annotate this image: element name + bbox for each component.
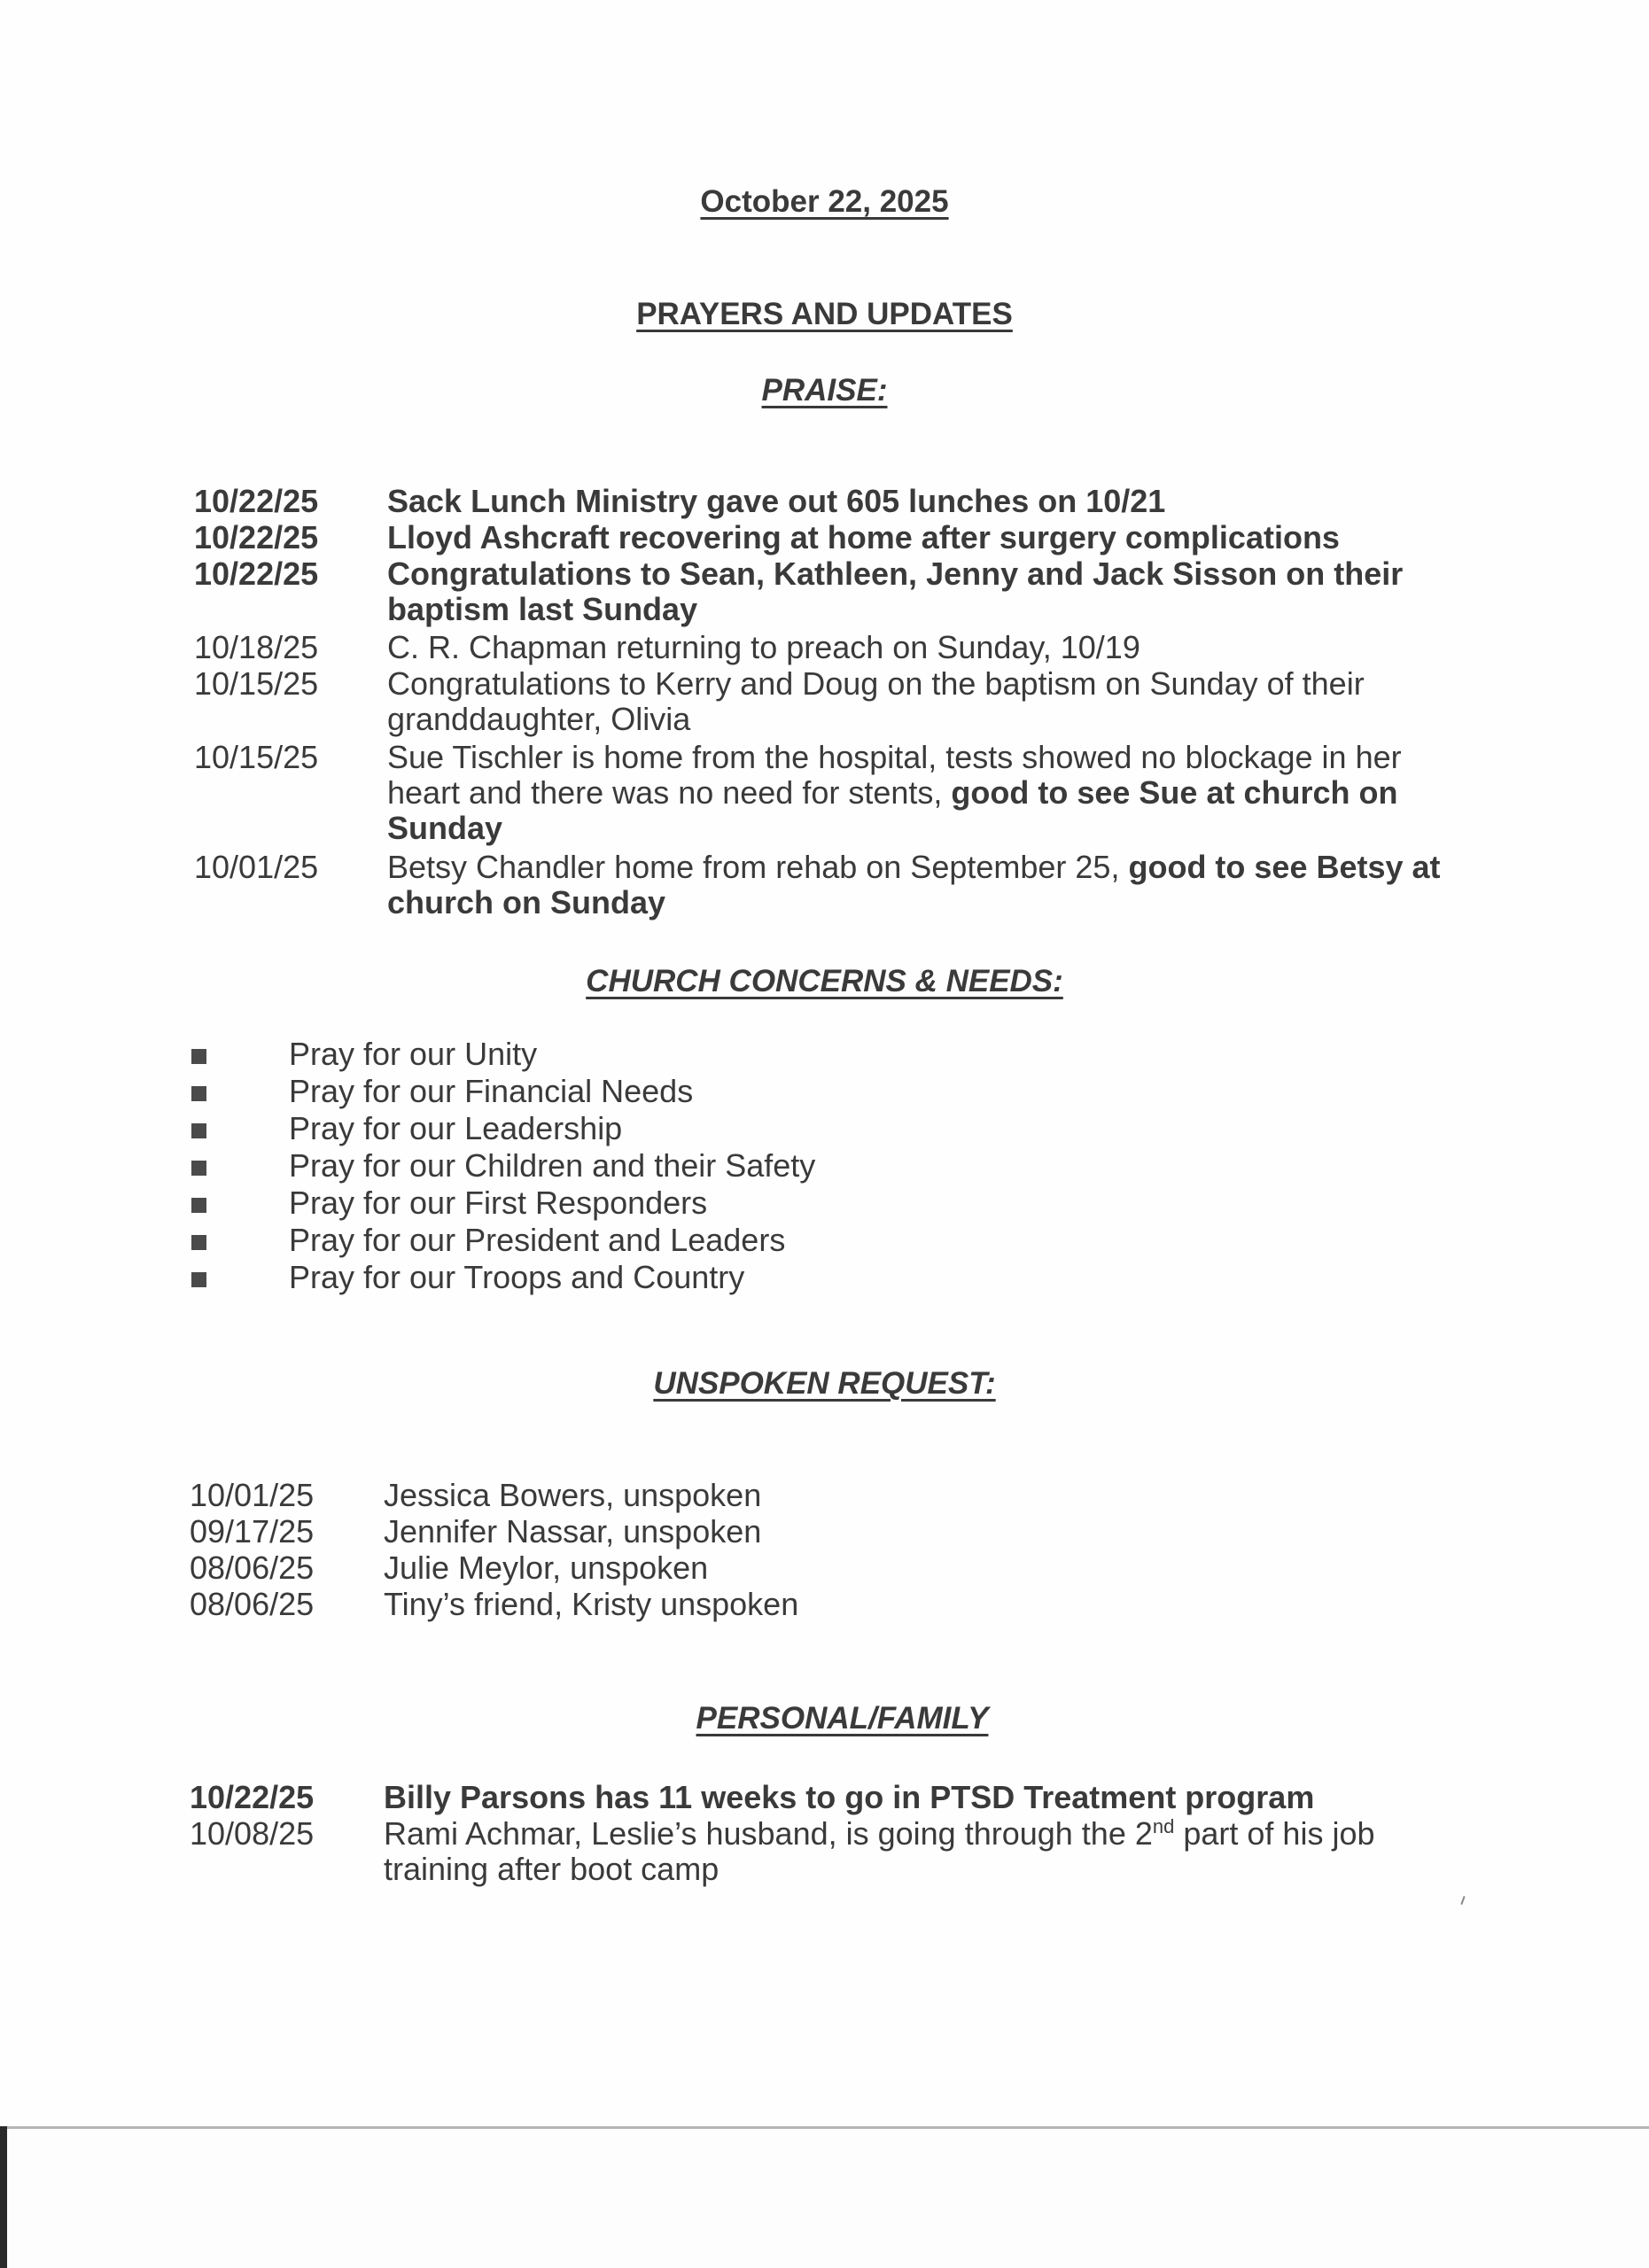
entry-text-bold: good to see Betsy at church on Sunday: [387, 849, 1441, 920]
entry-text: [387, 740, 1451, 846]
entry-date: 10/15/25: [194, 665, 319, 702]
entry-text-plain: Sue Tischler is home from the hospital, tests showed no blockage in her heart and there was no need for stents,: [387, 739, 1402, 811]
entry-date: 10/22/25: [190, 1779, 315, 1815]
entry-text: Billy Parsons has 11 weeks to go in PTSD Treatment program: [384, 1779, 1315, 1815]
entry-date: 10/22/25: [194, 555, 319, 592]
document-title: PRAYERS AND UPDATES: [636, 297, 1013, 331]
entry-text-after: part of his job training after boot camp: [384, 1815, 1375, 1887]
entry-date: 10/01/25: [194, 849, 319, 885]
document-date: October 22, 2025: [700, 184, 949, 219]
concern-label: Pray for our Leadership: [289, 1110, 623, 1146]
concern-label: Pray for our Financial Needs: [289, 1073, 694, 1109]
concern-label: Pray for our Unity: [289, 1036, 538, 1072]
church-concerns-heading: CHURCH CONCERNS & NEEDS:: [586, 964, 1063, 998]
square-bullet-icon: [191, 1086, 206, 1101]
entry-text: Tiny’s friend, Kristy unspoken: [384, 1586, 799, 1622]
entry-text: Julie Meylor, unspoken: [384, 1550, 709, 1586]
entry-date: 10/01/25: [190, 1477, 315, 1513]
scan-speck: [1460, 1896, 1465, 1905]
ordinal-suffix: nd: [1152, 1815, 1175, 1837]
entry-text: Sack Lunch Ministry gave out 605 lunches on 10/21: [387, 483, 1166, 519]
entry-text: Congratulations to Kerry and Doug on the baptism on Sunday of their granddaughter, Olivia: [387, 665, 1365, 737]
page-edge-line: [0, 2126, 1649, 2129]
concern-label: Pray for our President and Leaders: [289, 1222, 786, 1258]
entry-date: 10/15/25: [194, 739, 319, 775]
square-bullet-icon: [191, 1198, 206, 1213]
entry-date: 08/06/25: [190, 1586, 315, 1622]
scan-background: [0, 2129, 1649, 2268]
personal-family-heading: PERSONAL/FAMILY: [696, 1701, 989, 1736]
square-bullet-icon: [191, 1049, 206, 1064]
entry-date: 08/06/25: [190, 1550, 315, 1586]
entry-text: Jessica Bowers, unspoken: [384, 1477, 762, 1513]
entry-text: Congratulations to Sean, Kathleen, Jenny and Jack Sisson on their baptism last Sunday: [387, 555, 1404, 627]
entry-date: 10/22/25: [194, 483, 319, 519]
entry-text: [384, 1816, 1429, 1887]
entry-date: 10/18/25: [194, 629, 319, 665]
square-bullet-icon: [191, 1123, 206, 1138]
entry-date: 10/08/25: [190, 1815, 315, 1852]
concern-label: Pray for our Troops and Country: [289, 1259, 745, 1295]
praise-heading: PRAISE:: [761, 373, 888, 408]
unspoken-heading: UNSPOKEN REQUEST:: [653, 1366, 996, 1401]
square-bullet-icon: [191, 1272, 206, 1287]
entry-text-before: Rami Achmar, Leslie’s husband, is going through the 2: [384, 1815, 1153, 1852]
square-bullet-icon: [191, 1161, 206, 1176]
entry-text-bold: good to see Sue at church on Sunday: [387, 774, 1398, 846]
entry-date: 10/22/25: [194, 519, 319, 555]
entry-text: [387, 850, 1451, 920]
concern-label: Pray for our Children and their Safety: [289, 1147, 816, 1184]
entry-text: C. R. Chapman returning to preach on Sunday, 10/19: [387, 629, 1140, 665]
concern-label: Pray for our First Responders: [289, 1184, 708, 1221]
entry-date: 09/17/25: [190, 1513, 315, 1550]
entry-text-plain: Betsy Chandler home from rehab on September 25,: [387, 849, 1129, 885]
square-bullet-icon: [191, 1235, 206, 1250]
entry-text: Jennifer Nassar, unspoken: [384, 1513, 762, 1550]
entry-text: Lloyd Ashcraft recovering at home after surgery complications: [387, 519, 1340, 555]
scanner-edge-shadow: [0, 2126, 7, 2268]
